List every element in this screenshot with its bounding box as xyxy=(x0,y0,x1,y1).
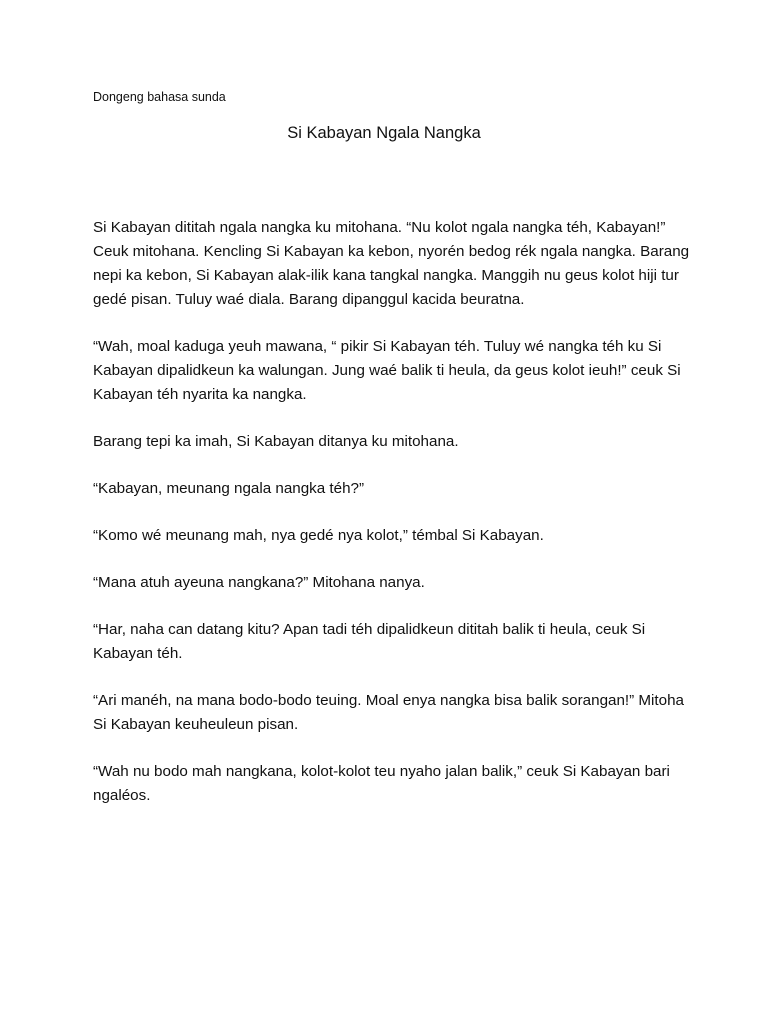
page-title xyxy=(0,122,768,144)
paragraph: Si Kabayan dititah ngala nangka ku mitohana. “Nu kolot ngala nangka téh, Kabayan!” Ceuk mitohana. Kencling Si Kabayan ka kebon, nyorén bedog rék ngala nangka. Barang nepi ka kebon, Si Kabayan alak-ilik kana tangkal nangka. Manggih nu geus kolot hiji tur gedé pisan. Tuluy waé diala. Barang dipanggul kacida beuratna. xyxy=(93,219,690,308)
paragraph: “Har, naha can datang kitu? Apan tadi téh dipalidkeun dititah balik ti heula, ceuk Si Kabayan téh. xyxy=(93,621,646,662)
story-body xyxy=(93,216,693,831)
header-note: Dongeng bahasa sunda xyxy=(93,90,226,104)
paragraph: “Wah nu bodo mah nangkana, kolot-kolot teu nyaho jalan balik,” ceuk Si Kabayan bari ngaléos. xyxy=(93,763,670,804)
paragraph: Barang tepi ka imah, Si Kabayan ditanya ku mitohana. xyxy=(93,433,459,450)
paragraph: “Ari manéh, na mana bodo-bodo teuing. Moal enya nangka bisa balik sorangan!” Mitoha Si Kabayan keuheuleun pisan. xyxy=(93,692,684,733)
paragraph: “Mana atuh ayeuna nangkana?” Mitohana nanya. xyxy=(93,574,425,591)
paragraph: “Wah, moal kaduga yeuh mawana, “ pikir Si Kabayan téh. Tuluy wé nangka téh ku Si Kabayan dipalidkeun ka walungan. Jung waé balik ti heula, da geus kolot ieuh!” ceuk Si Kabayan téh nyarita ka nangka. xyxy=(93,338,681,403)
paragraph: “Komo wé meunang mah, nya gedé nya kolot,” témbal Si Kabayan. xyxy=(93,527,544,544)
paragraph: “Kabayan, meunang ngala nangka téh?” xyxy=(93,480,365,497)
title-text: Si Kabayan Ngala Nangka xyxy=(287,124,481,142)
